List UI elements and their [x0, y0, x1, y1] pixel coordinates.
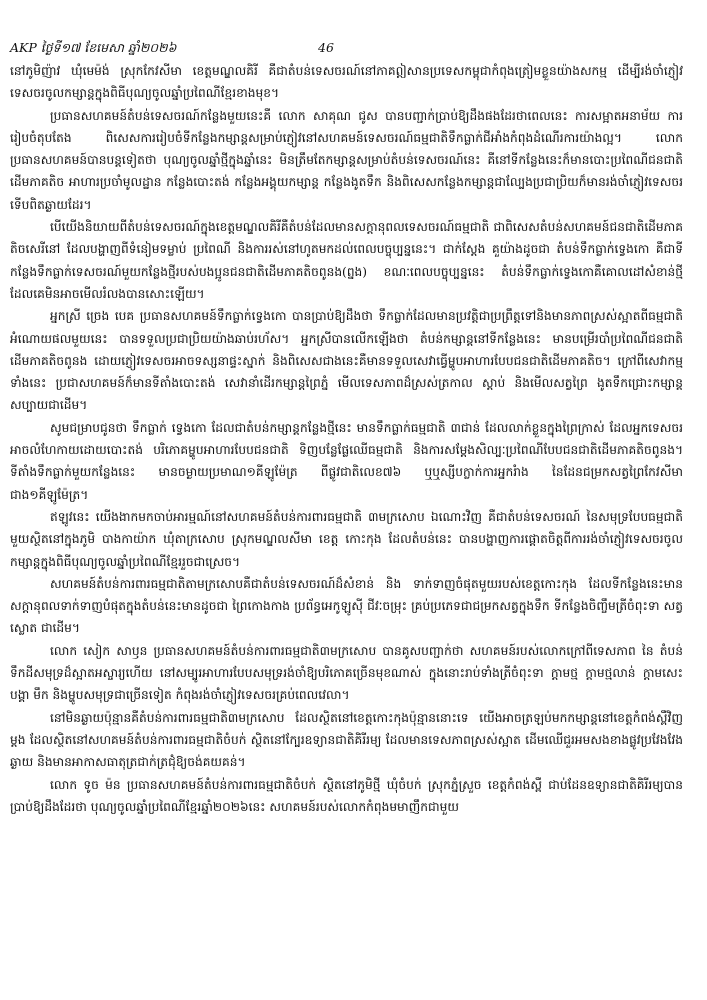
paragraph: នៅភូមិញ៉ាវ ឃុំមេម៉ង់ ស្រុកកែវសីមា ខេត្តមណ្ឌលគិរី គឺជាតំបន់ទេសចរណ៍នៅភាគឦសានប្រទេសកម្ពុជាកំពុងត្រៀមខ្លួនយ៉ាងសកម្ម ដើម្បីរង់ចាំភ្ញៀវទេសចរចូលកម្សាន្តក្នុងពិធីបុណ្យចូលឆ្នាំប្រពៃណីខ្មែរខាងមុខ។	[10, 64, 683, 101]
paragraph: បើយើងនិយាយពីតំបន់ទេសចរណ៍ក្នុងខេត្តមណ្ឌលគិរីគឺតំបន់ដែលមានសក្តានុពលទេសចរណ៍ធម្មជាតិ ជាពិសេសតំបន់សហគមន៍ជនជាតិដើមភាគតិចសេរីនៅ ដែលបង្ហាញពីទំនៀមទម្លាប់ ប្រពៃណី និងការរស់នៅហូតមកដល់ពេលបច្ចុប្បន្ននេះ។ ជាក់ស្តែង គួយ៉ាងដូចជា តំបន់ទឹកធ្លាក់ទ្វេងកោ គឺជាទីកន្លែងទឹកធ្លាក់ទេសចរណ៍មួយកន្លែងថ្មីរបស់បងប្អូនជនជាតិដើមភាគតិចពូនង(ព្នង) ខណៈពេលបច្ចុប្បន្ននេះ តំបន់ទឹកធ្លាក់ទ្វេងកោគឺគោលដៅសំខាន់ថ្មី ដែលគេមិនអាចមើលរំលងបានសោះឡើយ។	[10, 220, 683, 301]
paragraph: អ្នកស្រី ច្រេង បេគ ប្រធានសហគមន៍ទឹកធ្លាក់ទ្វេងកោ បានប្រាប់ឱ្យដឹងថា ទឹកធ្លាក់ដែលមានប្រវត្តិជាប្រព្រឹត្តទៅនិងមានភាពស្រស់ស្អាតពីធម្មជាតិអំណោយផលមួយនេះ បានទទួលប្រជាប្រិយយ៉ាងឆាប់រហ័ស។ អ្នកស្រីបានលើកឡើងថា តំបន់កម្សាន្តនៅទីកន្លែងនេះ មានបម្រើរបាំប្រពៃណីជនជាតិដើមភាគតិចពូនង ដោយភ្ញៀវទេសចរអាចទស្សនាផ្ទះស្នាក់ និងពិសេសជាងនេះគឺមានទទួលសេវាធ្វើម្ហូបអាហារបែបជនជាតិដើមភាគតិច។ ក្រៅពីសេវាកម្មទាំងនេះ ប្រជាសហគមន៍ក៏មានទីតាំងបោះតង់ សេវានាំដើរកម្សាន្តព្រៃភ្នំ មើលទេសភាពដ៏ស្រស់ត្រកាល ស្តាប់ និងមើលសត្វព្រៃ ងូតទឹកជ្រោះកម្សាន្តសប្បាយជាដើម។	[10, 309, 683, 413]
paragraph: សហគមន៍តំបន់ការពារធម្មជាតិតាមក្រសោបគឺជាតំបន់ទេសចរណ៍ដ៏សំខាន់ និង ទាក់ទាញចំផុតមួយរបស់ខេត្តកោះកុង ដែលទីកន្លែងនេះមានសក្តានុពលទាក់ទាញបំផុតក្នុងតំបន់នេះមានដូចជា ព្រៃកោងកាង ប្រព័ន្ធអេកូឡូស៊ី ជីវៈចម្រុះ គ្រប់ប្រភេទជាជម្រកសត្វក្នុងទឹក ទីកន្លែងចិញ្ចឹមត្រីចំពុះទា សត្វស្លោត ជាដើម។	[10, 576, 683, 636]
paragraph: ប្រធានសហគមន៍តំបន់ទេសចរណ៍កន្លែងមួយនេះគឺ លោក សាគុណ ជូស បានបញ្ជាក់ប្រាប់ឱ្យដឹងផងដែរថាពេលនេះ ការសម្អាតអនាម័យ ការរៀបចំតុបតែង ពិសេសការរៀបចំទីកន្លែងកម្សាន្តសម្រាប់ភ្ញៀវនៅសហគមន៍ទេសចរណ៍ធម្មជាតិទឹកធ្លាក់ជីអាំងកំពុងដំណើរការយ៉ាងល្អ។ លោកប្រធានសហគមន៍បានបន្តទៀតថា បុណ្យចូលឆ្នាំថ្មីក្នុងឆ្នាំនេះ មិនត្រឹមតែកម្សាន្តសម្រាប់តំបន់ទេសចរណ៍នេះ គឺនៅទីកន្លែងនេះក៏មានបោះប្រពៃណីជនជាតិដើមភាគតិច អាហារប្រចាំមូលដ្ឋាន កន្លែងបោះតង់ កន្លែងអង្គុយកម្សាន្ត កន្លែងងូតទឹក និងពិសេសកន្លែងកម្សាន្តជាល្បែងប្រជាប្រិយក៏មានរង់ចាំភ្ញៀវទេសចរទើបពិតឆ្ងាយដែរ។	[10, 108, 683, 212]
paragraph: សូមជម្រាបជូនថា ទឹកធ្លាក់ ទ្វេងកោ ដែលជាតំបន់កម្សាន្តកន្លែងថ្មីនេះ មានទឹកធ្លាក់ធម្មជាតិ ៣ជាន់ ដែលលាក់ខ្លួនក្នុងព្រៃក្រាស់ ដែលអ្នកទេសចរអាចលំហែកាយដោយបោះតង់ បរិភោគម្ហូបអាហារបែបជនជាតិ ទិញបន្លែផ្លែឈើធម្មជាតិ និងការសម្តែងសិល្បៈប្រពៃណីបែបជនជាតិដើមភាគតិចពូនង។ ទីតាំងទឹកធ្លាក់មួយកន្លែងនេះ មានចម្ងាយប្រមាណ១គីឡូម៉ែត្រ ពីផ្លូវជាតិលេខ៧៦ ឬឬស្សីបក្លាក់ការអ្នករំាង នៃដែនជម្រកសត្វព្រៃកែវសីមាជាង១គីឡូម៉ែត្រ។	[10, 420, 683, 502]
page-header	[10, 40, 683, 60]
paragraph: ឥឡូវនេះ យើងងាកមកចាប់អារម្មណ៍នៅសហគមន៍តំបន់ការពារធម្មជាតិ ៣មក្រសោប ឯណោះវិញ គឺជាតំបន់ទេសចរណ៍ នៃសមុទ្របែបធម្មជាតិមួយស្ថិតនៅក្នុងភូមិ បាងកាយ៉ាក ឃុំតាក្រសោប ស្រុកមណ្ឌលសីមា ខេត្ត កោះកុង ដែលតំបន់នេះ បានបង្ហាញការផ្តោតចិត្តពីការរង់ចាំភ្ញៀវទេសចរចូលកម្សាន្តក្នុងពិធីបុណ្យចូលឆ្នាំប្រពៃណីខ្មែររួចជាស្រេច។	[10, 509, 683, 569]
paragraph: លោក ទូច ម៉ន ប្រធានសហគមន៍តំបន់ការពារធម្មជាតិចំបក់ ស្ថិតនៅភូមិថ្មី ឃុំចំបក់ ស្រុកភ្នំស្រួច ខេត្តកំពង់ស្ពឺ ជាប់ដែនឧទ្យានជាតិគិរីរម្យបានប្រាប់ឱ្យដឹងដែរថា បុណ្យចូលឆ្នាំប្រពៃណីខ្មែរឆ្នាំ២០២៦នេះ សហគមន៍របស់លោកកំពុងមមាញឹកជាមួយ	[10, 777, 683, 814]
paragraph: លោក សៀក សាឫន ប្រធានសហគមន៍តំបន់ការពារធម្មជាតិ៣មក្រសោប បានគូសបញ្ជាក់ថា សហគមន៍របស់លោកក្រៅពីទេសភាព នៃ តំបន់ទឹកដីសមុទ្រដ៏ស្អាតអស្ចារ្យហើយ នៅសម្បូរអាហារបែបសមុទ្ររង់ចាំឱ្យបរិភោគច្រើនមុខណាស់ ក្នុងនោះរាប់ទាំងត្រីចំពុះទា ក្តាមថ្ម ក្តាមថ្មលាន់ ក្តាមសេះ បង្គា មឹក និងម្ហូបសមុទ្រជាច្រើនទៀត កំពុងរង់ចាំភ្ញៀវទេសចរគ្រប់ពេលវេលា។	[10, 643, 683, 703]
news-source-date: AKP ថ្ងៃទី១៧ ខែមេសា ឆ្នាំ២០២៦	[10, 40, 177, 55]
page-number: 46	[318, 40, 334, 55]
article-body	[10, 60, 683, 818]
paragraph: នៅមិនឆ្ងាយប៉ុន្មានគឺតំបន់ការពារធម្មជាតិ៣មក្រសោប ដែលស្ថិតនៅខេត្តកោះកុងប៉ុន្មាននោះទេ យើងអាចត្រឡប់មកកម្សាន្តនៅខេត្តកំពង់ស្ពឺវិញម្តង ដែលស្ថិតនៅសហគមន៍តំបន់ការពារធម្មជាតិចំបក់ ស្ថិតនៅក្បែរឧទ្យានជាតិគិរីរម្យ ដែលមានទេសភាពស្រស់ស្អាត ដើមឈើជួរអមសងខាងផ្លូវប្រវែងវែងឆ្ងាយ និងមានអាកាសធាតុត្រជាក់ត្រជុំឱ្យចង់គយគន់។	[10, 710, 683, 770]
